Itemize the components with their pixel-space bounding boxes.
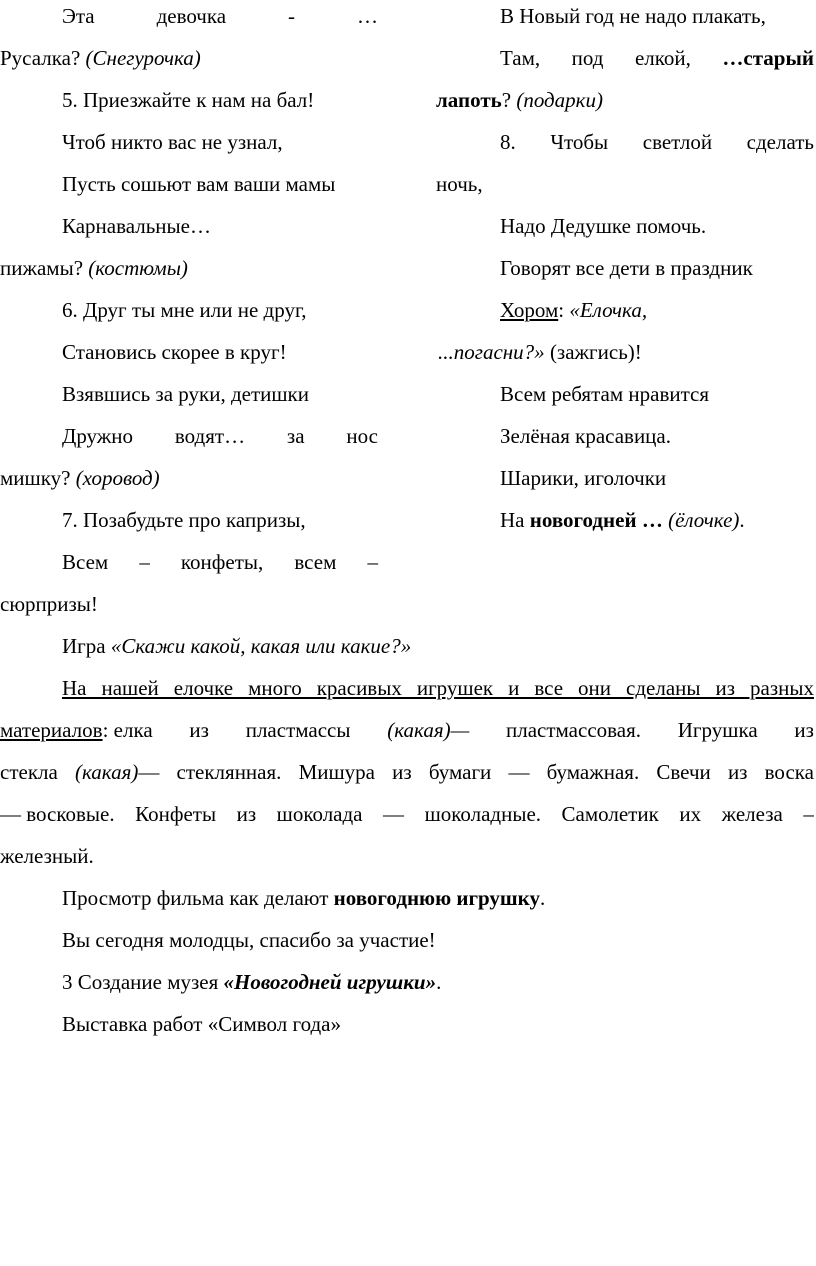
left-line-9: Становись скорее в круг! bbox=[62, 340, 287, 364]
right-line-8: Хором: «Елочка, bbox=[500, 298, 648, 322]
right-line-6: Надо Дедушке помочь. bbox=[500, 214, 707, 238]
left-line-8: 6. Друг ты мне или не друг, bbox=[62, 298, 307, 322]
left-line-4: Чтоб никто вас не узнал, bbox=[62, 130, 283, 154]
left-line-12: мишку? (хоровод) bbox=[0, 466, 160, 490]
left-line-1: Эта девочка - … bbox=[62, 4, 378, 28]
left-line-2: Русалка? (Снегурочка) bbox=[0, 46, 201, 70]
museum-line: 3 Создание музея «Новогодней игрушки». bbox=[62, 970, 442, 994]
left-line-10: Взявшись за руки, детишки bbox=[62, 382, 309, 406]
game-paragraph-line-1: На нашей елочке много красивых игрушек и все они сделаны из разных bbox=[62, 676, 814, 700]
right-line-13: На новогодней … (ёлочке). bbox=[500, 508, 745, 532]
left-line-14: Всем – конфеты, всем – bbox=[62, 550, 378, 574]
right-line-4: 8. Чтобы светлой сделать bbox=[500, 130, 814, 154]
right-line-1: В Новый год не надо плакать, bbox=[500, 4, 766, 28]
right-line-2: Там, под елкой, …старый bbox=[500, 46, 814, 70]
right-line-12: Шарики, иголочки bbox=[500, 466, 667, 490]
game-paragraph-line-4: — восковые. Конфеты из шоколада — шоколадные. Самолетик их железа – bbox=[0, 802, 814, 826]
game-paragraph-line-2: материалов: елка из пластмассы (какая)— пластмассовая. Игрушка из bbox=[0, 718, 814, 742]
right-line-9: ...погасни?» (зажгись)! bbox=[438, 340, 642, 364]
right-line-11: Зелёная красавица. bbox=[500, 424, 671, 448]
left-line-13: 7. Позабудьте про капризы, bbox=[62, 508, 306, 532]
game-paragraph-line-3: стекла (какая)— стеклянная. Мишура из бумаги — бумажная. Свечи из воска bbox=[0, 760, 814, 784]
left-line-3: 5. Приезжайте к нам на бал! bbox=[62, 88, 315, 112]
left-line-5: Пусть сошьют вам ваши мамы bbox=[62, 172, 336, 196]
right-line-5: ночь, bbox=[436, 172, 483, 196]
left-line-7: пижамы? (костюмы) bbox=[0, 256, 188, 280]
right-line-7: Говорят все дети в праздник bbox=[500, 256, 753, 280]
game-paragraph-line-5: железный. bbox=[0, 844, 94, 868]
right-line-3: лапоть? (подарки) bbox=[436, 88, 603, 112]
exhibit-line: Выставка работ «Символ года» bbox=[62, 1012, 341, 1036]
left-line-11: Дружно водят… за нос bbox=[62, 424, 378, 448]
left-line-6: Карнавальные… bbox=[62, 214, 211, 238]
game-heading: Игра «Скажи какой, какая или какие?» bbox=[62, 634, 412, 658]
film-line: Просмотр фильма как делают новогоднюю игрушку. bbox=[62, 886, 546, 910]
right-line-10: Всем ребятам нравится bbox=[500, 382, 710, 406]
thanks-line: Вы сегодня молодцы, спасибо за участие! bbox=[62, 928, 436, 952]
left-line-15: сюрпризы! bbox=[0, 592, 98, 616]
